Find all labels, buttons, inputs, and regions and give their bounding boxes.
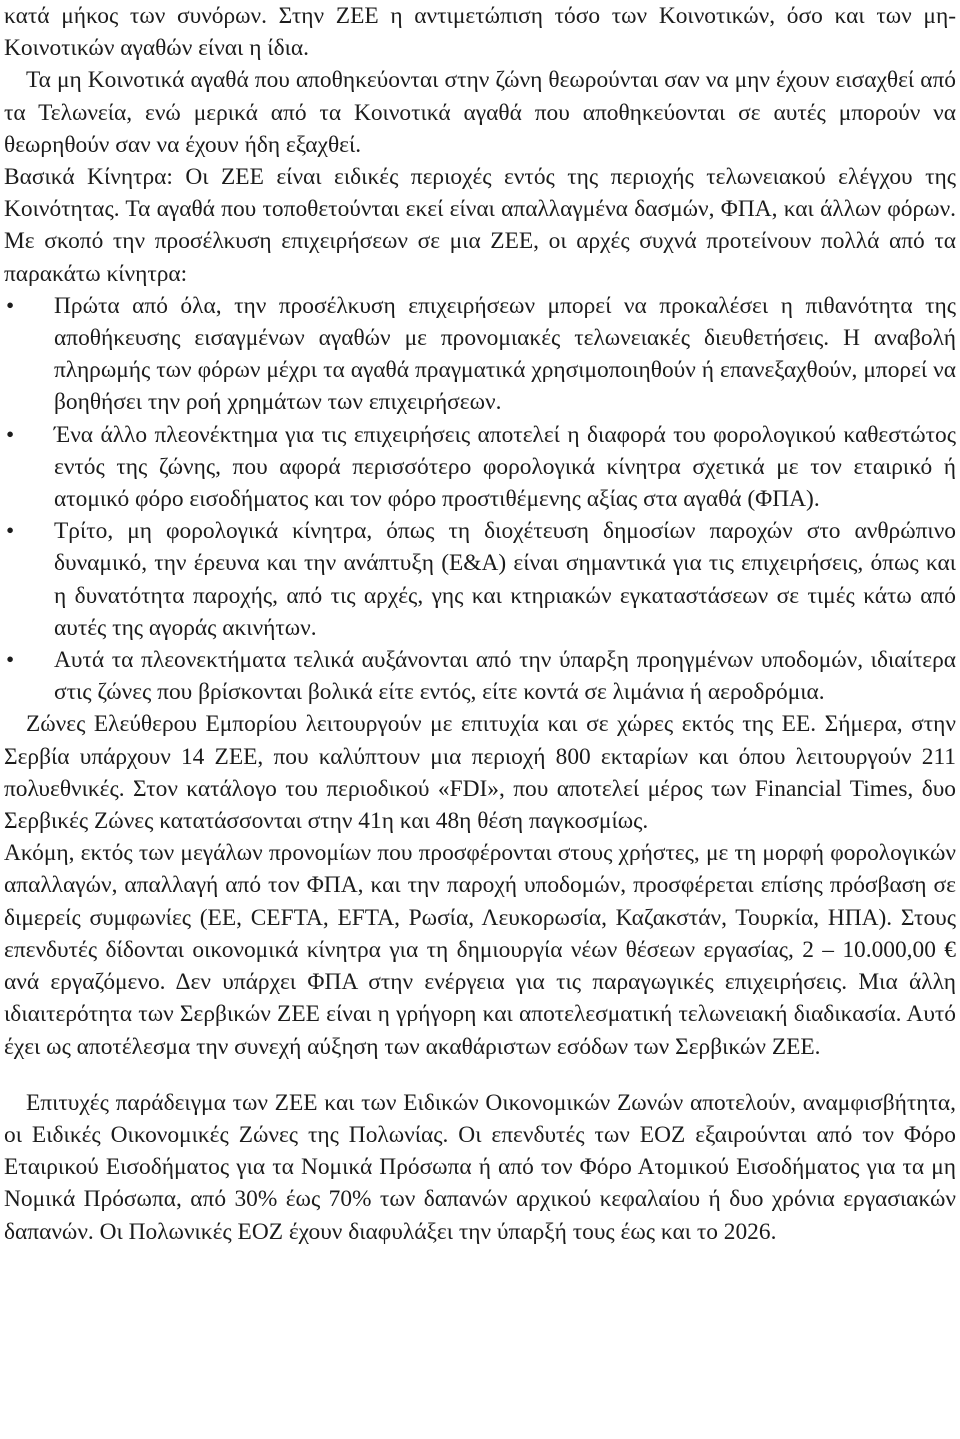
- list-item-text: Τρίτο, μη φορολογικά κίνητρα, όπως τη διοχέτευση δημοσίων παροχών στο ανθρώπινο δυναμικό, την έρευνα και την ανάπτυξη (Ε&Α) είναι σημαντικά για τις επιχειρήσεις, όπως και η δυνατότητα παροχής, από τις αρχές, γης και κτηριακών εγκαταστάσεων σε τιμές κάτω από αυτές της αγοράς ακινήτων.: [54, 518, 956, 641]
- bullet-icon: •: [6, 647, 15, 674]
- incentives-list: [4, 290, 956, 709]
- bullet-icon: •: [6, 421, 15, 448]
- paragraph-privileges: Ακόμη, εκτός των μεγάλων προνομίων που προσφέρονται στους χρήστες, με τη μορφή φορολογικών απαλλαγών, απαλλαγή από τον ΦΠΑ, και την παροχή υποδομών, προσφέρεται επίσης πρόσβαση σε διμερείς συμφωνίες (ΕΕ, CEFTA, EFTA, Ρωσία, Λευκορωσία, Καζακστάν, Τουρκία, ΗΠΑ). Στους επενδυτές δίδονται οικονομικά κίνητρα για τη δημιουργία νέων θέσεων εργασίας, 2 – 10.000,00 € ανά εργαζόμενο. Δεν υπάρχει ΦΠΑ στην ενέργεια για τις παραγωγικές επιχειρήσεις. Μια άλλη ιδιαιτερότητα των Σερβικών ΖΕΕ είναι η γρήγορη και αποτελεσματική τελωνειακή διαδικασία. Αυτό έχει ως αποτέλεσμα την συνεχή αύξηση των ακαθάριστων εσόδων των Σερβικών ΖΕΕ.: [4, 840, 956, 1060]
- list-item: [4, 290, 956, 419]
- paragraph-goods: Τα μη Κοινοτικά αγαθά που αποθηκεύονται στην ζώνη θεωρούνται σαν να μην έχουν εισαχθεί από τα Τελωνεία, ενώ μερικά από τα Κοινοτικά αγαθά που αποθηκεύονται σε αυτές μπορούν να θεωρηθούν σαν να έχουν ήδη εξαχθεί.: [4, 67, 956, 158]
- opening-paragraph: κατά μήκος των συνόρων. Στην ΖΕΕ η αντιμετώπιση τόσο των Κοινοτικών, όσο και των μη-Κοινοτικών αγαθών είναι η ίδια.: [4, 3, 956, 62]
- list-item-text: Αυτά τα πλεονεκτήματα τελικά αυξάνονται από την ύπαρξη προηγμένων υποδομών, ιδιαίτερα στις ζώνες που βρίσκονται βολικά είτε εντός, είτε κοντά σε λιμάνια ή αεροδρόμια.: [54, 647, 956, 706]
- list-item-text: Πρώτα από όλα, την προσέλκυση επιχειρήσεων μπορεί να προκαλέσει η πιθανότητα της αποθήκευσης εισαγμένων αγαθών με προνομιακές τελωνειακές διευθετήσεις. Η αναβολή πληρωμής των φόρων μέχρι τα αγαθά πραγματικά χρησιμοποιηθούν ή επανεξαχθούν, μπορεί να βοηθήσει την ροή χρημάτων των επιχειρήσεων.: [54, 292, 956, 416]
- paragraph-serbia: Ζώνες Ελεύθερου Εμπορίου λειτουργούν με επιτυχία και σε χώρες εκτός της ΕΕ. Σήμερα, στην Σερβία υπάρχουν 14 ΖΕΕ, που καλύπτουν μια περιοχή 800 εκταρίων και όπου λειτουργούν 211 πολυεθνικές. Στον κατάλογο του περιοδικού «FDI», που αποτελεί μέρος των Financial Times, δυο Σερβικές Ζώνες κατατάσσονται στην 41η και 48η θέση παγκοσμίως.: [4, 711, 956, 835]
- list-item: [4, 644, 956, 708]
- paragraph-spacer: [4, 1063, 956, 1087]
- paragraph-poland: Επιτυχές παράδειγμα των ΖΕΕ και των Ειδικών Οικονομικών Ζωνών αποτελούν, αναμφισβήτητα, οι Ειδικές Οικονομικές Ζώνες της Πολωνίας. Οι επενδυτές των ΕΟΖ εξαιρούνται από τον Φόρο Εταιρικού Εισοδήματος για τα Νομικά Πρόσωπα ή από τον Φόρο Ατομικού Εισοδήματος για τα μη Νομικά Πρόσωπα, από 30% έως 70% των δαπανών αρχικού κεφαλαίου ή δυο χρόνια εργασιακών δαπανών. Οι Πολωνικές ΕΟΖ έχουν διαφυλάξει την ύπαρξή τους έως και το 2026.: [4, 1089, 956, 1245]
- list-item: [4, 419, 956, 516]
- list-item: [4, 515, 956, 644]
- document-page: [4, 0, 956, 1248]
- list-item-text: Ένα άλλο πλεονέκτημα για τις επιχειρήσεις αποτελεί η διαφορά του φορολογικού καθεστώτος εντός της ζώνης, που αφορά περισσότερο φορολογικά κίνητρα σχετικά με τον εταιρικό ή ατομικό φόρο εισοδήματος και τον φόρο προστιθέμενης αξίας στα αγαθά (ΦΠΑ).: [54, 421, 956, 513]
- bullet-icon: •: [6, 292, 15, 319]
- paragraph-incentives: Βασικά Κίνητρα: Οι ΖΕΕ είναι ειδικές περιοχές εντός της περιοχής τελωνειακού ελέγχου της Κοινότητας. Τα αγαθά που τοποθετούνται εκεί είναι απαλλαγμένα δασμών, ΦΠΑ, και άλλων φόρων. Με σκοπό την προσέλκυση επιχειρήσεων σε μια ΖΕΕ, οι αρχές συχνά προτείνουν πολλά από τα παρακάτω κίνητρα:: [4, 164, 956, 287]
- bullet-icon: •: [6, 518, 15, 545]
